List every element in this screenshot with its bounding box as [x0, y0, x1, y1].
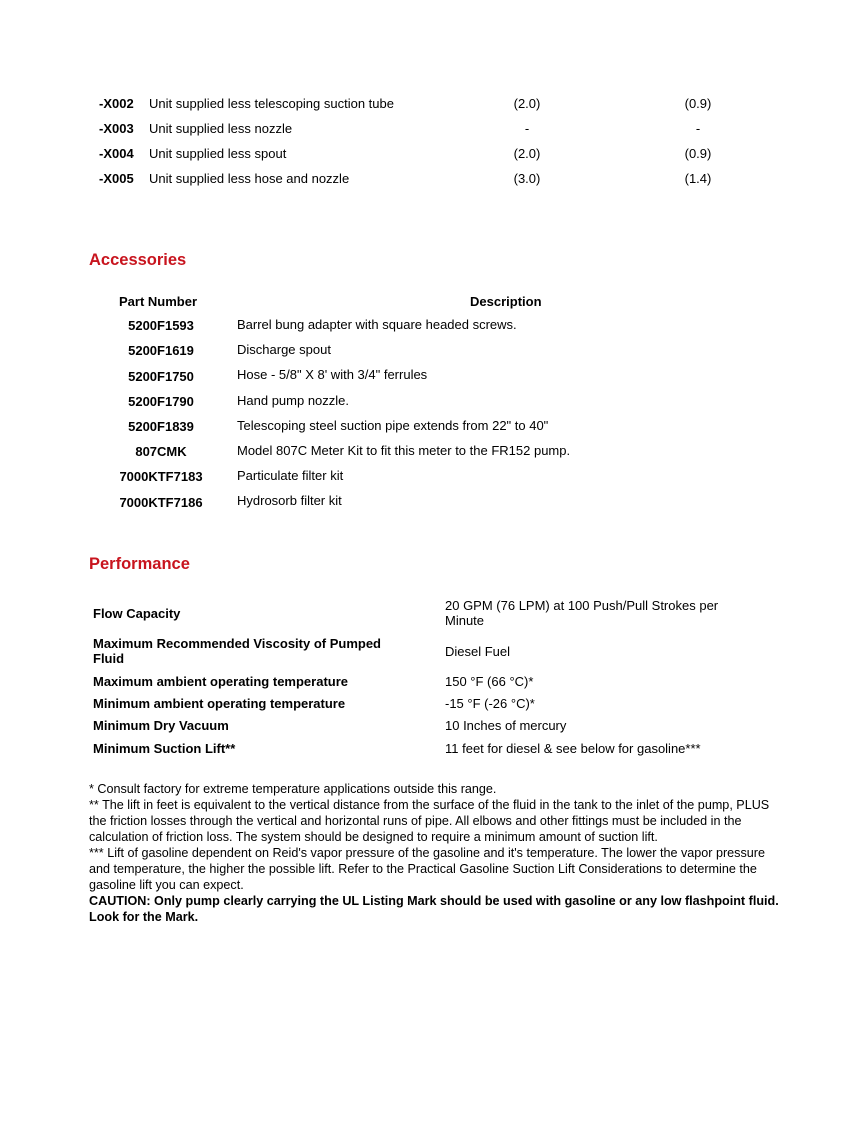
performance-label-line: Fluid [93, 651, 125, 666]
performance-label: Minimum ambient operating temperature [93, 696, 346, 711]
accessory-description: Hydrosorb filter kit [237, 493, 342, 508]
variant-description: Unit supplied less spout [149, 146, 287, 161]
accessory-part-number: 7000KTF7183 [119, 469, 203, 484]
accessory-part-number: 7000KTF7186 [119, 495, 203, 510]
performance-value: 150 °F (66 °C)* [445, 674, 534, 689]
variant-description: Unit supplied less hose and nozzle [149, 171, 350, 186]
accessory-description: Hand pump nozzle. [237, 393, 350, 408]
performance-heading: Performance [89, 555, 190, 573]
variant-value-kg: (0.9) [684, 96, 712, 111]
variant-code: -X005 [99, 171, 134, 186]
performance-value: -15 °F (-26 °C)* [445, 696, 535, 711]
accessory-description: Model 807C Meter Kit to fit this meter to the FR152 pump. [237, 443, 571, 458]
performance-label [93, 606, 180, 621]
performance-value [445, 644, 510, 659]
accessory-description: Telescoping steel suction pipe extends from 22" to 40" [237, 418, 549, 433]
accessory-description: Barrel bung adapter with square headed screws. [237, 317, 517, 332]
accessory-description: Particulate filter kit [237, 468, 344, 483]
performance-label-line: Flow Capacity [93, 606, 181, 621]
performance-label [93, 636, 381, 666]
accessories-heading: Accessories [89, 251, 187, 269]
variant-description: Unit supplied less telescoping suction tube [149, 96, 394, 111]
accessory-part-number: 807CMK [135, 444, 187, 459]
variant-code: -X004 [99, 146, 134, 161]
performance-value: 10 Inches of mercury [445, 718, 567, 733]
variant-value-lbs: (2.0) [513, 96, 541, 111]
performance-value-line: 20 GPM (76 LPM) at 100 Push/Pull Strokes per [445, 598, 719, 613]
accessory-part-number: 5200F1790 [128, 394, 194, 409]
variant-value-lbs: (2.0) [513, 146, 541, 161]
variant-value-lbs: - [524, 121, 530, 136]
accessory-part-number: 5200F1593 [128, 318, 194, 333]
accessory-description: Discharge spout [237, 342, 331, 357]
performance-label: Maximum ambient operating temperature [93, 674, 348, 689]
performance-value-line: Minute [445, 613, 485, 628]
caution-note: CAUTION: Only pump clearly carrying the UL Listing Mark should be used with gasoline or any low flashpoint fluid. Look for the Mark. [89, 894, 779, 924]
footnote-gasoline-lift: *** Lift of gasoline dependent on Reid's vapor pressure of the gasoline and it's temperature. The lower the vapor pressure and temperature, the higher the possible lift. Refer to the Practical Gasoline Suction Lift Considerations to determine the gasoline lift you can expect. [89, 846, 765, 892]
performance-label: Minimum Dry Vacuum [93, 718, 229, 733]
variant-value-lbs: (3.0) [513, 171, 541, 186]
variant-description: Unit supplied less nozzle [149, 121, 293, 136]
performance-label-line: Maximum Recommended Viscosity of Pumped [93, 636, 381, 651]
variant-code: -X003 [99, 121, 134, 136]
description-header: Description [470, 294, 542, 309]
footnotes [89, 781, 779, 925]
performance-value-line: Diesel Fuel [445, 644, 511, 659]
variant-value-kg: (1.4) [684, 171, 712, 186]
accessory-part-number: 5200F1619 [128, 343, 194, 358]
footnote-suction-lift: ** The lift in feet is equivalent to the vertical distance from the surface of the fluid in the tank to the inlet of the pump, PLUS the friction losses through the vertical and horizontal runs of pipe. All elbows and other fittings must be included in the calculation of friction loss. The system should be designed to require a minimum amount of suction lift. [89, 798, 770, 844]
performance-value: 11 feet for diesel & see below for gasoline*** [445, 741, 701, 756]
part-number-header: Part Number [119, 294, 198, 309]
performance-value [445, 598, 718, 628]
variant-value-kg: - [695, 121, 701, 136]
variant-value-kg: (0.9) [684, 146, 712, 161]
variant-code: -X002 [99, 96, 134, 111]
performance-label: Minimum Suction Lift** [93, 741, 236, 756]
accessory-part-number: 5200F1750 [128, 369, 194, 384]
accessory-description: Hose - 5/8" X 8' with 3/4" ferrules [237, 367, 428, 382]
footnote-temperature: * Consult factory for extreme temperature applications outside this range. [89, 782, 497, 796]
accessory-part-number: 5200F1839 [128, 419, 194, 434]
